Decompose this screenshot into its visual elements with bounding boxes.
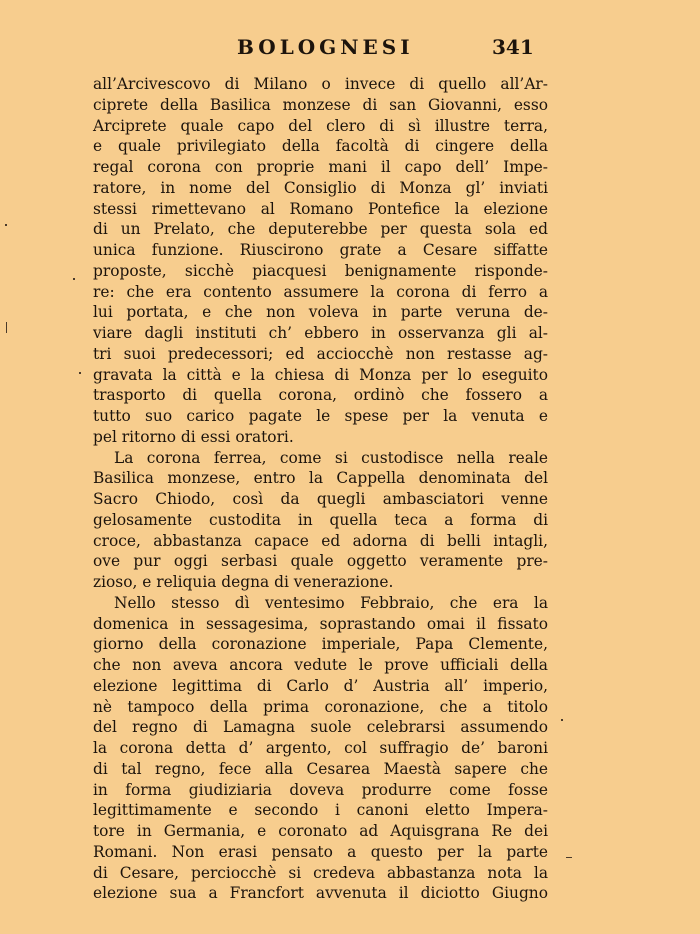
text-line: La corona ferrea, come si custodisce nella reale — [114, 448, 548, 467]
margin-speck — [566, 857, 572, 858]
text-line: gravata la città e la chiesa di Monza per lo eseguito — [93, 365, 548, 384]
text-line: proposte, sicchè piacquesi benignamente risponde- — [93, 261, 548, 280]
text-line: e quale privilegiato della facoltà di cingere della — [93, 137, 548, 156]
page-number: 341 — [492, 35, 534, 59]
text-line: trasporto di quella corona, ordinò che fossero a — [93, 386, 548, 405]
text-line: all’Arcivescovo di Milano o invece di quello all’Ar- — [93, 75, 548, 93]
text-line: di Cesare, perciocchè si credeva abbastanza nota la — [93, 863, 548, 882]
text-line: ratore, in nome del Consiglio di Monza gl’ inviati — [93, 178, 548, 197]
text-line: del regno di Lamagna suole celebrarsi assumendo — [93, 718, 548, 737]
text-line: gelosamente custodita in quella teca a forma di — [93, 510, 548, 529]
text-line: zioso, e reliquia degna di venerazione. — [93, 573, 394, 591]
text-line: giorno della coronazione imperiale, Papa Clemente, — [93, 635, 548, 654]
text-line: Romani. Non erasi pensato a questo per la parte — [93, 842, 548, 861]
margin-speck — [6, 322, 7, 333]
body-text — [93, 74, 548, 904]
text-line: tri suoi predecessori; ed acciocchè non restasse ag- — [93, 344, 548, 363]
text-line: pel ritorno di essi oratori. — [93, 427, 294, 446]
text-line: nè tampoco della prima coronazione, che a titolo — [93, 697, 548, 716]
text-line: legittimamente e secondo i canoni eletto Impera- — [93, 801, 548, 820]
margin-speck — [73, 278, 75, 280]
text-line: elezione sua a Francfort avvenuta il diciotto Giugno — [93, 884, 548, 903]
text-line: domenica in sessagesima, soprastando omai il fissato — [93, 614, 548, 633]
text-line: in forma giudiziaria doveva produrre come fosse — [93, 780, 548, 799]
text-line: stessi rimettevano al Romano Pontefice la elezione — [93, 199, 548, 218]
text-line: Basilica monzese, entro la Cappella denominata del — [93, 469, 548, 488]
running-title: BOLOGNESI — [237, 35, 414, 59]
running-header — [0, 36, 700, 62]
text-line: di tal regno, fece alla Cesarea Maestà sapere che — [93, 759, 548, 778]
text-line: regal corona con proprie mani il capo dell’ Impe- — [93, 158, 548, 176]
text-line: re: che era contento assumere la corona di ferro a — [93, 282, 548, 301]
margin-speck — [561, 719, 563, 721]
text-line: elezione legittima di Carlo d’ Austria all’ imperio, — [93, 676, 548, 695]
text-line: viare dagli instituti ch’ ebbero in osservanza gli al- — [93, 324, 548, 342]
text-line: lui portata, e che non voleva in parte veruna de- — [93, 303, 548, 322]
text-line: croce, abbastanza capace ed adorna di belli intagli, — [93, 531, 548, 550]
text-line: la corona detta d’ argento, col suffragio de’ baroni — [93, 739, 548, 757]
text-line: che non aveva ancora vedute le prove ufficiali della — [93, 656, 548, 674]
text-line: tutto suo carico pagate le spese per la venuta e — [93, 407, 548, 425]
text-line: Arciprete quale capo del clero di sì illustre terra, — [93, 116, 548, 135]
margin-speck — [5, 224, 7, 226]
text-line: di un Prelato, che deputerebbe per questa sola ed — [93, 220, 548, 239]
margin-speck — [79, 372, 81, 374]
text-line: tore in Germania, e coronato ad Aquisgrana Re dei — [93, 822, 548, 840]
text-line: ove pur oggi serbasi quale oggetto veramente pre- — [93, 552, 548, 571]
text-line: unica funzione. Riuscirono grate a Cesare siffatte — [93, 241, 548, 259]
text-line: Sacro Chiodo, così da quegli ambasciatori venne — [93, 490, 548, 508]
text-line: ciprete della Basilica monzese di san Giovanni, esso — [93, 95, 548, 114]
text-line: Nello stesso dì ventesimo Febbraio, che era la — [114, 593, 548, 612]
